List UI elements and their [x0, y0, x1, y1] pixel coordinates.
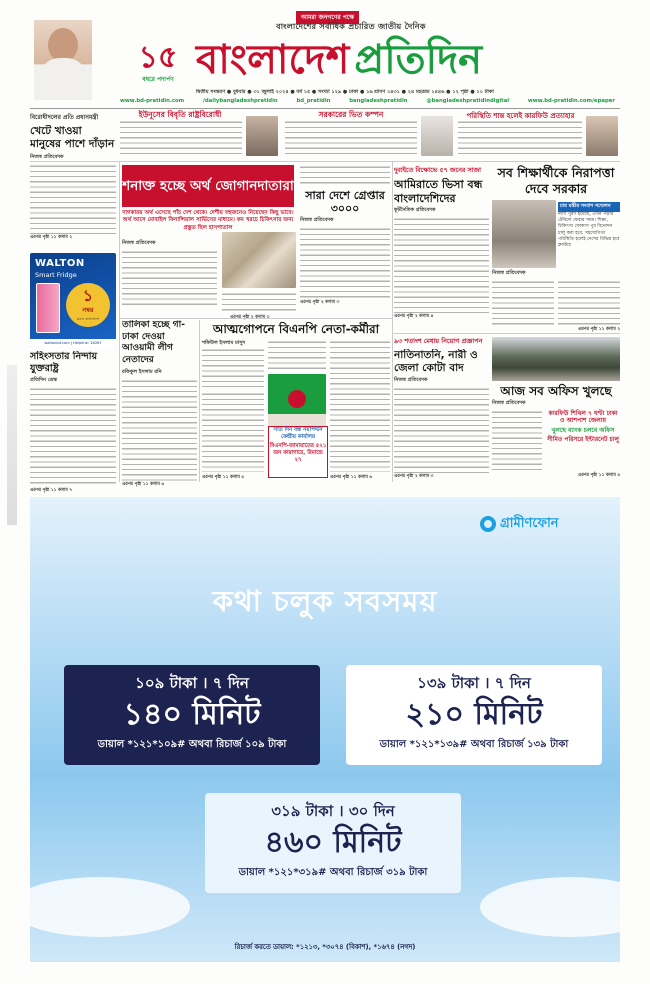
gp-telenor-icon — [480, 516, 496, 532]
quota-subhead: নাতিনাতনি, নারী ও জেলা কোটা বাদ — [394, 349, 478, 374]
left-reporter: নিজস্ব প্রতিবেদক — [30, 154, 64, 160]
safety-body-1 — [492, 280, 554, 326]
home-minister-photo — [586, 116, 618, 156]
hiding-body-2 — [268, 340, 326, 370]
left-column-rule — [119, 162, 120, 482]
offices-bullet-1: কারফিউ শিথিল ৭ ঘণ্টা ঢাকা ও আশপাশ জেলায় — [548, 410, 618, 425]
hiding-body-4 — [202, 392, 264, 472]
list-headline: তালিকা হচ্ছে গা-ঢাকা দেওয়া আওয়ামী লীগ নেতাদের — [122, 320, 185, 365]
walton-ad[interactable] — [30, 253, 116, 347]
offer-139-dial: ডায়াল *১২১*১৩৯# অথবা রিচার্জ ১৩৯ টাকা — [379, 739, 569, 750]
teaser-kicker: পরিস্থিতি শান্ত হলেই কারফিউ প্রত্যাহার — [466, 112, 575, 120]
slogan: আমরা জনগণের পক্ষে — [296, 11, 359, 24]
visa-story — [394, 165, 489, 330]
left-story-2 — [30, 351, 116, 493]
offer-139[interactable] — [346, 665, 602, 765]
quota-body — [394, 387, 489, 473]
hiding-body-3 — [330, 340, 390, 472]
offices-cont: এরপর পৃষ্ঠা ১১ কলাম ৪ — [577, 473, 620, 478]
offices-headline: আজ সব অফিস খুলছে — [500, 384, 612, 398]
hiding-cont: এরপর পৃষ্ঠা ১১ কলাম ৫ — [202, 475, 245, 480]
walton-brand: WALTON — [35, 258, 85, 269]
left-story2-headline: সহিংসতার নিন্দায় যুক্তরাষ্ট্র — [30, 351, 98, 374]
hiding-headline: আত্মগোপনে বিএনপি নেতা-কর্মীরা — [212, 322, 380, 336]
teaser-bnp — [285, 110, 455, 160]
gp-brand: গ্রামীণফোন — [500, 515, 559, 531]
arrests-top-body — [300, 165, 390, 187]
bnp-flag-photo — [268, 374, 326, 426]
offer-109-dial: ডায়াল *১২১*১০৯# অথবা রিচার্জ ১০৯ টাকা — [97, 739, 287, 750]
offer-319[interactable] — [205, 793, 461, 893]
teaser-body — [120, 120, 242, 158]
cloud-left — [30, 877, 190, 937]
quota-kicker: ৯৩ শতাংশ মেধায় নিয়োগ প্রজ্ঞাপন — [394, 337, 483, 345]
offices-reporter: নিজস্ব প্রতিবেদক — [492, 400, 526, 406]
visa-body — [394, 217, 489, 313]
teaser-body — [285, 120, 417, 158]
offer-109[interactable] — [64, 665, 320, 765]
list-reporter: রফিকুল ইসলাম রনি — [122, 369, 162, 375]
hiding-cont-2: এরপর পৃষ্ঠা ১১ কলাম ৬ — [330, 475, 373, 480]
hiding-box-line1: সাত দিন বন্ধ নয়াপল্টন — [273, 427, 323, 433]
walton-rank: ১ — [82, 286, 94, 305]
teaser-body — [458, 120, 582, 158]
walton-product: Smart Fridge — [35, 271, 77, 279]
arrests-reporter: নিজস্ব প্রতিবেদক — [300, 217, 334, 223]
walton-rank-badge — [66, 283, 110, 327]
lead-headline: শনাক্ত হচ্ছে অর্থ জোগানদাতারা — [122, 177, 294, 194]
quota-cont: এরপর পৃষ্ঠা ২ কলাম ৩ — [394, 474, 434, 479]
col-rule-2 — [392, 162, 393, 482]
gp-footer: রিচার্জ করতে ডায়াল: *১২১৩, *৩০৭৪ (বিকাশ), *১৬৭৪ (নগদ) — [234, 943, 416, 951]
link-website[interactable]: www.bd-pratidin.com — [120, 98, 185, 104]
safety-caption: নাগি পুরণ হয়েছে, এখন পড়ার টেবিলে ফেরার সময়। শিক্ষা, চিকিৎসা ফোকাস পুর বিনোদন চালু করা হবে, সহযোগিতা পরিস্থিতি হলেই দেশের বিভিন্ন হবে ক্লাস্টার — [558, 212, 620, 249]
lead-reporter: নিজস্ব প্রতিবেদক — [122, 240, 156, 246]
anniversary-badge — [118, 42, 198, 82]
hiding-box-line3: বিএনপি-জামায়াতের ৫২১ — [269, 443, 327, 449]
lead-body-2 — [222, 292, 296, 312]
safety-caption-tag: চার মন্ত্রীর সংবাদ সম্মেলন — [558, 202, 620, 212]
list-cont: এরপর পৃষ্ঠা ১১ কলাম ৬ — [122, 482, 165, 487]
offer-109-price: ১০৯ টাকা । ৭ দিন — [135, 674, 249, 692]
cloud-right — [480, 877, 620, 937]
visa-kicker: দুবাইতে বিক্ষোভে ৫৭ জনের সাজা — [394, 167, 481, 174]
quota-reporter: নিজস্ব প্রতিবেদক — [394, 377, 428, 383]
link-instagram[interactable]: bangladeshpratidin — [349, 98, 408, 104]
link-epaper[interactable]: www.bd-pratidin.com/epaper — [527, 98, 615, 104]
link-digital[interactable]: @bangladeshpratidindigital — [426, 98, 510, 104]
safety-body-block — [492, 270, 620, 330]
hiding-box — [268, 426, 328, 478]
arrests-story — [300, 165, 390, 315]
gp-logo — [480, 511, 559, 537]
margin-index-strip — [7, 365, 17, 525]
list-story — [122, 320, 197, 487]
masthead-title — [196, 33, 546, 89]
bnp-secretary-photo — [421, 116, 453, 156]
offer-319-minutes: ৪৬০ মিনিট — [264, 825, 402, 860]
left-story2-body — [30, 387, 116, 487]
link-facebook[interactable]: /dailybangladeshpratidin — [202, 98, 278, 104]
offices-bullet-3: সীমিত পরিসরে ইন্টারনেট চালু — [547, 436, 619, 444]
title-pratidin: প্রতিদিন — [354, 37, 482, 83]
quota-story — [394, 336, 489, 481]
gp-tagline: কথা চলুক সবসময় — [212, 584, 438, 618]
dateline: দ্বিতীয় সংস্করণ ● বুধবার ● ৩১ জুলাই ২০২৪ ● বর্ষ ১৫ ● সংখ্যা ১২৯ ● ঢাকা ● ১৬ শ্রাবণ ১৪৩১ ● ২৪ মহররম ১৪৪৬ ● ১২ পৃষ্ঠা ● ১০ টাকা — [196, 89, 494, 95]
lead-headline-bar — [122, 165, 294, 207]
left-body — [30, 164, 116, 234]
visa-headline: আমিরাতে ভিসা বন্ধ বাংলাদেশিদের — [394, 178, 483, 205]
left-kicker: বিরোধীদলের প্রতি প্রধানমন্ত্রী — [30, 114, 99, 121]
press-conference-photo — [492, 200, 556, 268]
fridge-image — [36, 283, 60, 333]
teaser-home-minister — [458, 110, 618, 160]
arrests-cont: এরপর পৃষ্ঠা ২ কলাম ৩ — [300, 300, 340, 305]
offices-body — [492, 410, 542, 472]
offer-319-price: ৩১৯ টাকা । ৩০ দিন — [271, 802, 395, 820]
walton-rank-label: নম্বর — [82, 306, 94, 314]
safety-cont: এরপর পৃষ্ঠা ১১ কলাম ২ — [577, 327, 620, 332]
walton-site: waltonbd.com | Helpline: 16267 — [30, 339, 116, 347]
offices-bullet-2: খুলছে ব্যাংক চলবে অফিস — [551, 426, 615, 434]
visa-reporter: কূটনৈতিক প্রতিবেদক — [394, 207, 436, 213]
hiding-body-1 — [202, 348, 264, 388]
armoured-vehicle-photo — [492, 337, 620, 381]
hiding-box-line2: কেন্দ্রীয় কার্যালয় — [280, 434, 316, 440]
banknotes-photo — [222, 232, 296, 288]
teaser-kicker: সরকারের ভিত কম্পন — [318, 110, 384, 119]
prime-minister-portrait — [34, 20, 92, 100]
lead-rule — [120, 318, 392, 319]
hiding-box-line4: জন কারাগারে, রিমান্ডে ২৭ — [273, 450, 323, 463]
safety-body-2 — [558, 280, 620, 326]
arrests-body — [300, 227, 390, 299]
left-cont: এরপর পৃষ্ঠা ১১ কলাম ২ — [30, 235, 73, 240]
left-headline: খেটে খাওয়া মানুষের পাশে দাঁড়ান — [30, 125, 115, 150]
safety-reporter: নিজস্ব প্রতিবেদক — [492, 270, 526, 276]
left-story2-cont: এরপর পৃষ্ঠা ১১ কলাম ৭ — [30, 488, 73, 493]
offer-139-minutes: ২১০ মিনিট — [405, 697, 543, 732]
title-bangladesh: বাংলাদেশ — [196, 37, 350, 83]
lead-subhead: দাগকারয় অর্থ এসেছে পাঁচ দেশ থেকে। দেশীয় বহুজনেও নিয়েছেন কিছু ভাবে। অর্থ আসে মোবাইল ফিনান্সিয়াল সার্ভিসের মাধ্যমে। কম খরচে চিকিৎসার জন্য প্রস্তুত ছিল হাসপাতাল — [122, 210, 294, 231]
lead-body — [122, 250, 217, 308]
tagline: বাংলাদেশের সর্বাধিক প্রচারিত জাতীয় দৈনিক — [276, 21, 426, 31]
left-story2-reporter: প্রতিদিন ডেস্ক — [30, 377, 58, 383]
social-links-bar — [120, 98, 615, 108]
lead-body-block — [122, 240, 217, 312]
masthead-rule — [30, 108, 620, 109]
hiding-reporter: শফিউল ইসলাম মাসুদ — [202, 340, 246, 346]
walton-sub: ব্র্যান্ড বাংলাদেশ — [76, 317, 100, 321]
left-story — [30, 112, 116, 248]
anniversary-number: ১৫ — [138, 40, 178, 75]
foreign-minister-photo — [246, 116, 278, 156]
col-rule-3 — [199, 320, 200, 482]
anniversary-text: বছরে পদার্পণ — [142, 76, 174, 83]
offer-319-dial: ডায়াল *১২১*৩১৯# অথবা রিচার্জ ৩১৯ টাকা — [238, 867, 428, 878]
mid-rule — [392, 333, 620, 334]
teaser-kicker: ইউনূসের বিবৃতি রাষ্ট্রবিরোধী — [138, 110, 222, 119]
grameenphone-ad[interactable] — [30, 497, 620, 962]
offer-139-price: ১৩৯ টাকা । ৭ দিন — [417, 674, 531, 692]
visa-cont: এরপর পৃষ্ঠা ২ কলাম ৪ — [394, 314, 434, 319]
arrests-headline: সারা দেশে গ্রেপ্তার ৩০০০ — [305, 189, 385, 215]
offices-block — [492, 400, 620, 482]
offer-109-minutes: ১৪০ মিনিট — [123, 697, 261, 732]
teaser-foreign-minister — [120, 110, 280, 160]
list-body — [122, 379, 197, 481]
safety-headline: সব শিক্ষার্থীকে নিরাপত্তা দেবে সরকার — [497, 165, 615, 196]
link-twitter[interactable]: bd_pratidin — [296, 98, 331, 104]
